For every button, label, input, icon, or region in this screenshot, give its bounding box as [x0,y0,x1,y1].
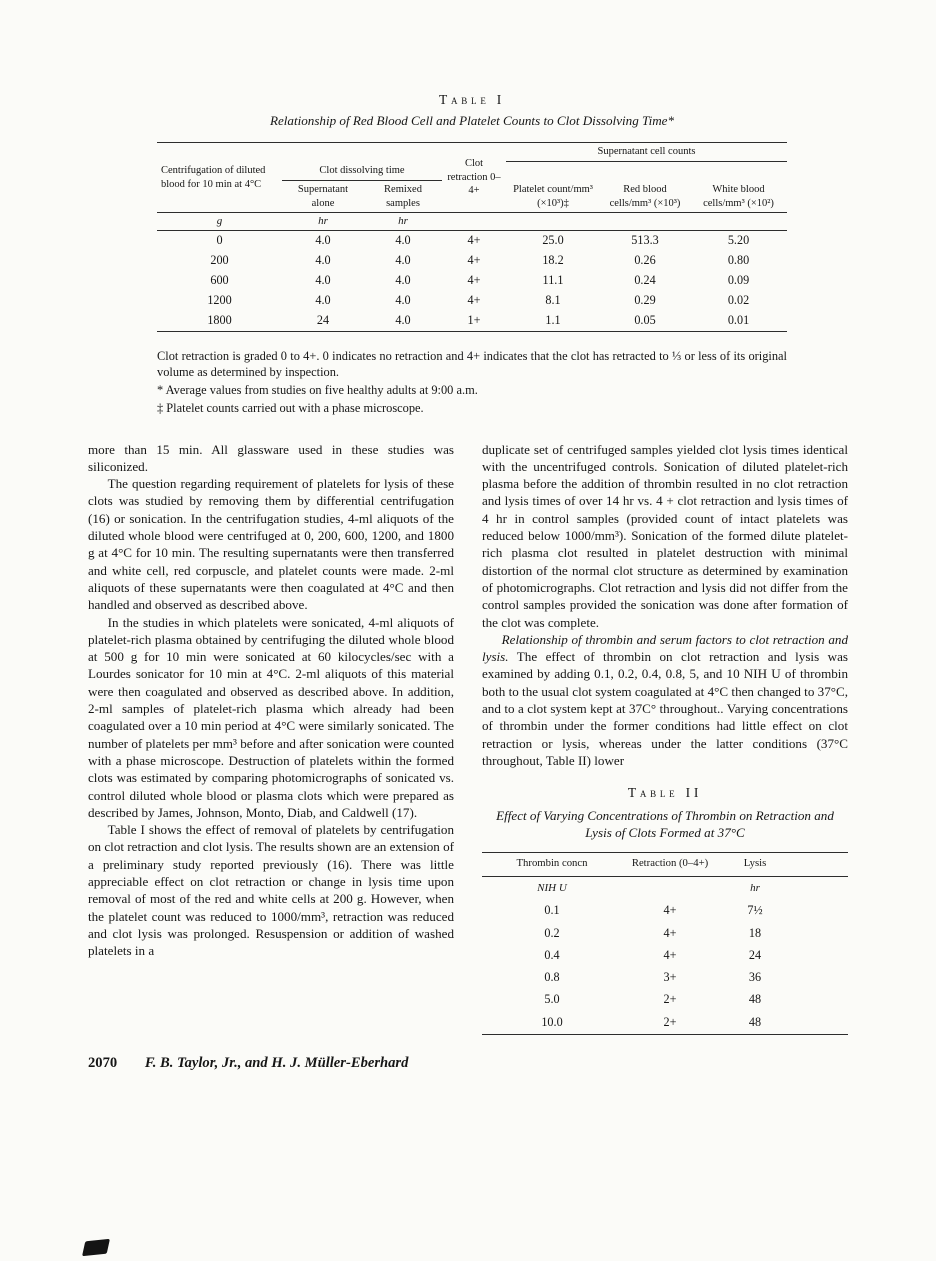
table1-col-clot-retraction: Clot retraction 0–4+ [447,158,501,197]
cell: 0.80 [727,253,750,268]
table1-col-supernatant-alone: Supernatant alone [297,184,349,209]
empty-cell [792,989,848,1011]
empty-cell [506,213,600,231]
cell: 48 [748,1014,762,1029]
paragraph-text: The effect of thrombin on clot retraction and lysis was examined by adding 0.1, 0.2, 0.4, 0.8, 5, and 10 NIH U of thrombin both to the usual clot system coagulated at 4°C then changed to 37°C, and to a clot system kept at 37C° throughout.. Varying concentrations of thrombin under the former conditions had little effect on clot retraction or lysis, whereas under the latter conditions (37°C throughout, Table II) lower [482,649,848,768]
unit-cell: hr [750,882,760,894]
body-columns [88,441,856,1035]
cell: 0.8 [544,970,560,985]
table-row [157,311,787,332]
table-row [157,230,787,251]
table1 [157,142,787,332]
cell: 5.20 [727,233,750,248]
table2-body [482,877,848,1035]
empty-cell [792,944,848,966]
cell: 4.0 [315,293,331,308]
table2-header-spacer [792,853,848,877]
table1-group-clot-dissolving-time: Clot dissolving time [282,162,442,181]
cell: 0.29 [634,293,656,308]
table1-units-row [157,213,787,231]
table2-col-lysis: Lysis [743,857,767,870]
table-row [482,989,848,1011]
cell: 600 [210,273,229,288]
cell: 4.0 [395,293,411,308]
table2-units-row [482,877,848,900]
right-column [482,441,848,1035]
empty-cell [792,922,848,944]
cell: 4+ [467,253,481,268]
cell: 0.09 [727,273,750,288]
table-row [482,967,848,989]
table1-col-red-blood-cells: Red blood cells/mm³ (×10³) [609,184,681,209]
table-row [482,944,848,966]
table-row [157,291,787,311]
cell: 18 [748,925,762,940]
unit-cell: g [216,214,223,227]
table1-title: Relationship of Red Blood Cell and Platelet Counts to Clot Dissolving Time* [269,113,675,128]
table1-header [157,143,787,213]
table-row [157,251,787,271]
cell: 200 [210,253,229,268]
cell: 4+ [663,903,677,918]
section-lead-italic: Relationship of thrombin and serum factors to clot retraction and lysis. [482,631,848,665]
paragraph: duplicate set of centrifuged samples yielded clot lysis times identical with the uncentrifuged controls. Sonication of diluted platelet-rich plasma before the addition of thrombin resulted in no clot retraction and lysis times of over 14 hr vs. 4 + clot retraction and lysis times of 4 hr in control samples (provided count of intact platelets was reduced below 1000/mm³). Sonication of the formed dilute platelet-rich plasma clot resulted in platelet destruction with minimal distortion of the normal clot structure as determined by examination of photomicrographs. Clot retraction and lysis did not differ from the control samples provided the sonication was done after formation of the clot was complete. [482,441,848,630]
left-column [88,441,454,1035]
cell: 48 [748,992,762,1007]
empty-cell [792,900,848,922]
footnote-grading: Clot retraction is graded 0 to 4+. 0 indicates no retraction and 4+ indicates that the clot has retracted to ⅓ or less of its original volume as determined by inspection. [157,348,787,379]
table1-col-centrifugation: Centrifugation of diluted blood for 10 min at 4°C [161,165,266,190]
paragraph: The question regarding requirement of platelets for lysis of these clots was studied by removing them by differential centrifugation (16) or sonication. In the centrifugation studies, 4-ml aliquots of the diluted whole blood were centrifuged at 0, 200, 600, 1200, and 1800 g at 4°C for 10 min. The resulting supernatants were then transferred and white cell, red corpuscle, and platelet counts were made. 2-ml aliquots of these supernatants were then coagulated at 4°C and then handled and observed as described above. [88,476,454,613]
empty-cell [792,877,848,900]
table-row [482,900,848,922]
table-row [482,922,848,944]
empty-cell [442,213,506,231]
cell: 4.0 [315,273,331,288]
scan-artifact-corner [82,1239,110,1256]
cell: 4+ [467,293,481,308]
cell: 8.1 [545,293,561,308]
cell: 0.1 [544,903,560,918]
cell: 1200 [207,293,232,308]
cell: 24 [748,947,762,962]
table-row [157,271,787,291]
page-number: 2070 [88,1054,118,1071]
table2-col-thrombin-concn: Thrombin concn [516,857,588,870]
cell: 4.0 [315,233,331,248]
table-row [482,1011,848,1034]
unit-cell: hr [318,214,328,227]
cell: 0.05 [634,313,656,328]
cell: 4.0 [395,253,411,268]
cell: 7½ [747,903,763,918]
cell: 1800 [207,313,232,328]
table1-section [157,92,787,417]
table2 [482,852,848,1034]
cell: 0.02 [727,293,750,308]
cell: 25.0 [542,233,564,248]
unit-cell: NIH U [537,882,567,894]
cell: 4.0 [395,233,411,248]
paragraph: Table I shows the effect of removal of platelets by centrifugation on clot retraction and clot lysis. The results shown are an extension of a preliminary study reported previously (16). There was little appreciable effect on clot retraction or change in lysis time upon removal of most of the red and white cells at 200 g. However, when the platelet count was reduced to 1000/mm³, retraction was reduced and clot lysis was prolonged. Resuspension or addition of washed platelets in a [88,822,454,959]
table1-col-platelet-count: Platelet count/mm³ (×10³)‡ [513,184,593,209]
empty-cell [600,213,690,231]
cell: 4.0 [315,253,331,268]
cell: 2+ [663,1014,677,1029]
empty-cell [792,967,848,989]
cell: 0.4 [544,947,560,962]
table1-body [157,213,787,332]
cell: 0.01 [727,313,750,328]
cell: 1+ [467,313,481,328]
table1-footnotes [157,348,787,417]
cell: 36 [748,970,762,985]
cell: 0.26 [634,253,656,268]
cell: 18.2 [542,253,564,268]
cell: 11.1 [542,273,564,288]
table1-caption: Table I [438,92,506,107]
cell: 3+ [663,970,677,985]
unit-cell: hr [398,214,408,227]
table1-col-remixed-samples: Remixed samples [384,184,422,209]
cell: 5.0 [544,992,560,1007]
cell: 4+ [663,925,677,940]
cell: 4+ [467,273,481,288]
table1-header-spacer [282,143,442,162]
cell: 10.0 [541,1014,563,1029]
empty-cell [792,1011,848,1034]
cell: 513.3 [631,233,659,248]
table2-header [482,853,848,877]
table2-col-retraction: Retraction (0–4+) [631,857,709,870]
cell: 4.0 [395,313,411,328]
cell: 4.0 [395,273,411,288]
paragraph: more than 15 min. All glassware used in these studies was siliconized. [88,441,454,474]
paragraph-thrombin [482,631,848,769]
page-footer [88,1055,856,1072]
cell: 0 [216,233,223,248]
cell: 4+ [467,233,481,248]
cell: 4+ [663,947,677,962]
cell: 2+ [663,992,677,1007]
table2-section [482,784,848,1034]
cell: 24 [316,313,330,328]
empty-cell [690,213,787,231]
running-authors: F. B. Taylor, Jr., and H. J. Müller-Eberhard [144,1054,409,1071]
paragraph: In the studies in which platelets were sonicated, 4-ml aliquots of platelet-rich plasma obtained by centrifuging the diluted whole blood at 500 g for 10 min were sonicated at 60 kilocycles/sec with a Lourdes sonicator for 10 min at 4°C. 2-ml aliquots of this material were then coagulated and observed as described above. In addition, 2-ml samples of platelet-rich plasma which already had been coagulated over a 10 min period at 4°C were similarly sonicated. The number of platelets per mm³ before and after sonication were counted with a phase microscope. Destruction of platelets within the formed clots was estimated by comparing photomicrographs of sonicated vs. control diluted whole blood or plasma clots which were prepared as described by James, Johnson, Monto, Diab, and Caldwell (17). [88,614,454,820]
table2-caption: Table II [627,785,703,801]
empty-cell [622,877,718,900]
table2-title: Effect of Varying Concentrations of Thrombin on Retraction and Lysis of Clots Formed at 37°C [496,807,834,840]
cell: 0.2 [544,925,560,940]
table1-col-white-blood-cells: White blood cells/mm³ (×10²) [703,184,774,209]
table1-group-supernatant-cell-counts: Supernatant cell counts [506,143,787,162]
cell: 0.24 [634,273,656,288]
footnote-double-dagger: ‡ Platelet counts carried out with a phase microscope. [157,401,424,416]
footnote-asterisk: * Average values from studies on five healthy adults at 9:00 a.m. [157,383,478,398]
cell: 1.1 [545,313,561,328]
